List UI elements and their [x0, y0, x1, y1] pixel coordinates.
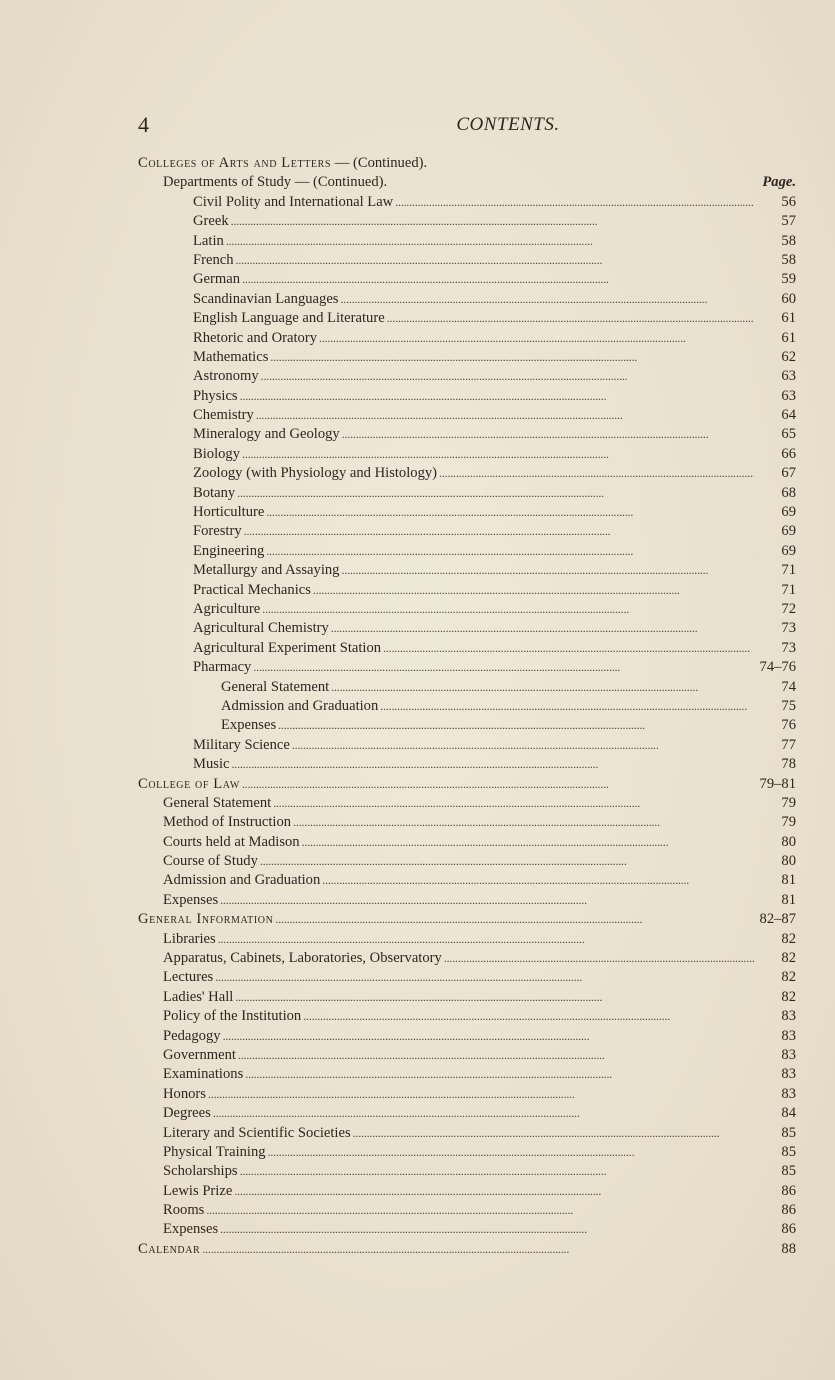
toc-entry-page: 82 — [781, 988, 796, 1005]
toc-entry-label: German — [193, 271, 241, 288]
dot-leader — [292, 736, 754, 755]
dot-leader — [220, 891, 754, 910]
toc-entry[interactable] — [138, 425, 796, 444]
dot-leader — [213, 1104, 754, 1123]
dot-leader — [322, 871, 754, 890]
toc-entry-label: Libraries — [163, 930, 216, 947]
dot-leader — [223, 1027, 754, 1046]
toc-entry-label: Expenses — [163, 1221, 219, 1238]
toc-entry-label: Botany — [193, 484, 236, 501]
toc-entry-label: Astronomy — [193, 368, 259, 385]
toc-entry-label: Expenses — [221, 717, 277, 734]
toc-entry-label: Scandinavian Languages — [193, 290, 339, 307]
toc-entry-label: Greek — [193, 213, 229, 230]
toc-entry[interactable] — [138, 270, 796, 289]
toc-entry-page: 74 — [781, 678, 796, 695]
toc-entry[interactable] — [138, 1124, 796, 1143]
toc-entry[interactable] — [138, 1007, 796, 1026]
toc-entry-page: 57 — [781, 213, 796, 230]
dot-leader — [341, 561, 754, 580]
toc-entry[interactable] — [138, 658, 796, 677]
page-column-heading: Page. — [762, 174, 796, 191]
toc-entry-label: Zoology (with Physiology and Histology) — [193, 465, 438, 482]
dot-leader — [444, 949, 754, 968]
toc-entry[interactable] — [138, 484, 796, 503]
toc-entry-label: Apparatus, Cabinets, Laboratories, Observatory — [163, 950, 442, 967]
toc-entry-page: 56 — [781, 193, 796, 210]
dot-leader — [242, 445, 754, 464]
toc-entry[interactable] — [138, 406, 796, 425]
toc-entry[interactable] — [138, 542, 796, 561]
dot-leader — [240, 387, 754, 406]
toc-entry[interactable] — [138, 619, 796, 638]
toc-entry-label: General Statement — [163, 794, 272, 811]
dot-leader — [202, 1240, 754, 1259]
dot-leader — [234, 1182, 754, 1201]
toc-entry-label: Chemistry — [193, 407, 254, 424]
toc-entry[interactable] — [138, 1143, 796, 1162]
toc-entry[interactable] — [138, 212, 796, 231]
toc-entry-page: 82 — [781, 930, 796, 947]
dot-leader — [245, 1065, 754, 1084]
toc-entry-page: 73 — [781, 639, 796, 656]
dot-leader — [231, 212, 754, 231]
dot-leader — [340, 290, 754, 309]
dot-leader — [331, 678, 754, 697]
toc-entry-page: 59 — [781, 271, 796, 288]
toc-entry[interactable] — [138, 1027, 796, 1046]
dot-leader — [302, 833, 754, 852]
toc-entry-label: Policy of the Institution — [163, 1008, 302, 1025]
toc-entry[interactable] — [138, 348, 796, 367]
dot-leader — [319, 329, 754, 348]
toc-entry-label: Engineering — [193, 542, 265, 559]
toc-entry-page: 76 — [781, 717, 796, 734]
page-header — [138, 110, 798, 140]
dot-leader — [240, 1162, 754, 1181]
toc-entry[interactable] — [138, 1182, 796, 1201]
toc-entry[interactable] — [138, 522, 796, 541]
subsection-heading-label: Departments of Study — (Continued). — [163, 174, 388, 191]
toc-entry[interactable] — [138, 1065, 796, 1084]
dot-leader — [303, 1007, 754, 1026]
toc-entry-page: 63 — [781, 387, 796, 404]
subsection-heading-departments — [138, 173, 796, 192]
toc-entry[interactable] — [138, 1085, 796, 1104]
toc-entry-page: 83 — [781, 1027, 796, 1044]
dot-leader — [439, 464, 754, 483]
toc-entry-label: Mathematics — [193, 348, 269, 365]
section-heading-label: Colleges of Arts and Letters — [138, 155, 332, 171]
toc-entry-label: Agriculture — [193, 600, 261, 617]
toc-entry-page: 68 — [781, 484, 796, 501]
dot-leader — [237, 484, 754, 503]
toc-entry-page: 60 — [781, 290, 796, 307]
toc-entry-page: 82 — [781, 969, 796, 986]
toc-entry-label: Pedagogy — [163, 1027, 221, 1044]
dot-leader — [231, 755, 754, 774]
toc-entry-page: 72 — [781, 600, 796, 617]
toc-entry-label: Biology — [193, 445, 241, 462]
toc-entry[interactable] — [138, 387, 796, 406]
toc-entry-label: Ladies' Hall — [163, 988, 234, 1005]
toc-entry-page: 75 — [781, 697, 796, 714]
toc-entry-label: Lectures — [163, 969, 214, 986]
toc-entry-page: 79–81 — [759, 775, 796, 792]
toc-entry-page: 77 — [781, 736, 796, 753]
dot-leader — [270, 348, 754, 367]
section-heading-arts-letters — [138, 154, 796, 173]
dot-leader — [256, 406, 754, 425]
toc-entry-page: 80 — [781, 833, 796, 850]
toc-entry[interactable] — [138, 1104, 796, 1123]
toc-entry-page: 69 — [781, 542, 796, 559]
dot-leader — [387, 309, 754, 328]
toc-entry[interactable] — [138, 852, 796, 871]
table-of-contents — [138, 154, 796, 1259]
pharmacy-subentries — [138, 678, 796, 736]
toc-entry[interactable] — [138, 600, 796, 619]
toc-entry-label: Rhetoric and Oratory — [193, 329, 318, 346]
toc-entry-page: 85 — [781, 1124, 796, 1141]
dot-leader — [268, 1143, 754, 1162]
toc-entry[interactable] — [138, 1220, 796, 1239]
dot-leader — [278, 716, 754, 735]
toc-entry[interactable] — [138, 716, 796, 735]
toc-entry[interactable] — [138, 871, 796, 890]
dot-leader — [242, 775, 754, 794]
toc-entry[interactable] — [138, 290, 796, 309]
toc-entry-calendar[interactable] — [138, 1240, 796, 1259]
toc-entry-label: Calendar — [138, 1240, 201, 1257]
toc-entry[interactable] — [138, 1046, 796, 1065]
toc-entry-page: 61 — [781, 310, 796, 327]
toc-entry[interactable] — [138, 755, 796, 774]
toc-entry[interactable] — [138, 503, 796, 522]
toc-entry-page: 86 — [781, 1202, 796, 1219]
toc-entry[interactable] — [138, 1201, 796, 1220]
toc-entry-page: 62 — [781, 348, 796, 365]
toc-entry-label: Rooms — [163, 1202, 205, 1219]
toc-entry-page: 83 — [781, 1066, 796, 1083]
toc-entry-page: 81 — [781, 891, 796, 908]
dot-leader — [380, 697, 754, 716]
toc-entry-label: Admission and Graduation — [221, 697, 379, 714]
toc-entry-label: General Information — [138, 911, 274, 928]
dot-leader — [208, 1085, 754, 1104]
toc-entry-page: 79 — [781, 794, 796, 811]
toc-entry-label: Practical Mechanics — [193, 581, 311, 598]
dot-leader — [313, 581, 754, 600]
toc-entry-label: Scholarships — [163, 1163, 238, 1180]
dot-leader — [244, 522, 754, 541]
toc-entry-label: Agricultural Chemistry — [193, 620, 329, 637]
toc-entry-label: Latin — [193, 232, 224, 249]
toc-entry[interactable] — [138, 1162, 796, 1181]
toc-entry-label: Honors — [163, 1085, 206, 1102]
toc-entry-label: Government — [163, 1046, 236, 1063]
toc-entry-page: 58 — [781, 251, 796, 268]
dot-leader — [260, 852, 754, 871]
toc-entry[interactable] — [138, 232, 796, 251]
toc-entry[interactable] — [138, 251, 796, 270]
toc-entry-general-information[interactable] — [138, 910, 796, 929]
toc-entry-page: 63 — [781, 368, 796, 385]
toc-entry[interactable] — [138, 193, 796, 212]
toc-entry[interactable] — [138, 309, 796, 328]
toc-entry[interactable] — [138, 988, 796, 1007]
dot-leader — [293, 813, 754, 832]
toc-entry[interactable] — [138, 891, 796, 910]
toc-entry[interactable] — [138, 833, 796, 852]
toc-entry-page: 83 — [781, 1046, 796, 1063]
toc-entry-page: 84 — [781, 1105, 796, 1122]
toc-entry-page: 79 — [781, 814, 796, 831]
toc-entry-label: Agricultural Experiment Station — [193, 639, 382, 656]
toc-entry-label: Music — [193, 756, 230, 773]
toc-entry-label: Physical Training — [163, 1143, 266, 1160]
toc-entry-page: 67 — [781, 465, 796, 482]
dot-leader — [206, 1201, 754, 1220]
page-number: 4 — [138, 112, 149, 137]
toc-entry-college-of-law[interactable] — [138, 775, 796, 794]
general-information-list — [138, 930, 796, 1240]
toc-entry-label: Course of Study — [163, 853, 258, 870]
toc-entry-page: 65 — [781, 426, 796, 443]
toc-entry-label: Examinations — [163, 1066, 244, 1083]
toc-entry-label: Metallurgy and Assaying — [193, 562, 340, 579]
toc-entry[interactable] — [138, 445, 796, 464]
dot-leader — [226, 232, 754, 251]
toc-entry-page: 61 — [781, 329, 796, 346]
departments-list — [138, 193, 796, 678]
dot-leader — [218, 930, 754, 949]
toc-entry-label: Admission and Graduation — [163, 872, 321, 889]
toc-entry-label: Pharmacy — [193, 659, 252, 676]
toc-entry-page: 85 — [781, 1143, 796, 1160]
toc-entry[interactable] — [138, 930, 796, 949]
dot-leader — [331, 619, 754, 638]
toc-entry-page: 71 — [781, 562, 796, 579]
dot-leader — [215, 968, 754, 987]
toc-entry[interactable] — [138, 329, 796, 348]
toc-entry-page: 69 — [781, 504, 796, 521]
toc-entry[interactable] — [138, 794, 796, 813]
toc-entry[interactable] — [138, 968, 796, 987]
toc-entry-page: 74–76 — [759, 659, 796, 676]
toc-entry-label: College of Law — [138, 775, 240, 792]
running-head: CONTENTS. — [456, 114, 560, 135]
toc-entry[interactable] — [138, 464, 796, 483]
departments-tail-list — [138, 736, 796, 775]
toc-entry-page: 73 — [781, 620, 796, 637]
dot-leader — [220, 1220, 754, 1239]
toc-entry-page: 66 — [781, 445, 796, 462]
toc-entry-label: Mineralogy and Geology — [193, 426, 340, 443]
toc-entry-page: 83 — [781, 1085, 796, 1102]
toc-entry[interactable] — [138, 367, 796, 386]
dot-leader — [262, 600, 754, 619]
dot-leader — [236, 251, 754, 270]
dot-leader — [235, 988, 754, 1007]
dot-leader — [266, 503, 754, 522]
toc-entry-label: Military Science — [193, 736, 290, 753]
dot-leader — [353, 1124, 754, 1143]
toc-entry-page: 69 — [781, 523, 796, 540]
toc-entry-label: Lewis Prize — [163, 1182, 233, 1199]
law-list — [138, 794, 796, 910]
toc-entry-label: General Statement — [221, 678, 330, 695]
toc-entry-label: Civil Polity and International Law — [193, 193, 394, 210]
toc-entry-label: Expenses — [163, 891, 219, 908]
toc-entry-page: 82–87 — [759, 911, 796, 928]
toc-entry-label: Horticulture — [193, 504, 265, 521]
dot-leader — [275, 910, 754, 929]
toc-entry[interactable] — [138, 949, 796, 968]
toc-entry-page: 81 — [781, 872, 796, 889]
toc-entry-page: 58 — [781, 232, 796, 249]
toc-entry[interactable] — [138, 561, 796, 580]
toc-entry-page: 71 — [781, 581, 796, 598]
toc-entry[interactable] — [138, 581, 796, 600]
toc-entry-label: Method of Instruction — [163, 814, 292, 831]
dot-leader — [261, 367, 754, 386]
toc-entry-page: 80 — [781, 853, 796, 870]
toc-entry-label: French — [193, 251, 234, 268]
toc-entry-page: 86 — [781, 1182, 796, 1199]
toc-entry-label: Forestry — [193, 523, 242, 540]
dot-leader — [383, 639, 754, 658]
toc-entry[interactable] — [138, 813, 796, 832]
toc-entry-page: 78 — [781, 756, 796, 773]
dot-leader — [253, 658, 754, 677]
section-heading-suffix: — (Continued). — [331, 155, 428, 171]
toc-entry-label: Courts held at Madison — [163, 833, 300, 850]
toc-entry-page: 85 — [781, 1163, 796, 1180]
dot-leader — [238, 1046, 754, 1065]
toc-entry-label: Literary and Scientific Societies — [163, 1124, 351, 1141]
toc-entry-page: 64 — [781, 407, 796, 424]
toc-entry-label: Physics — [193, 387, 238, 404]
dot-leader — [395, 193, 754, 212]
toc-entry[interactable] — [138, 639, 796, 658]
toc-entry[interactable] — [138, 678, 796, 697]
toc-entry-label: English Language and Literature — [193, 310, 385, 327]
dot-leader — [273, 794, 754, 813]
toc-entry[interactable] — [138, 697, 796, 716]
toc-entry-page: 82 — [781, 950, 796, 967]
dot-leader — [266, 542, 754, 561]
toc-entry-page: 88 — [781, 1240, 796, 1257]
toc-entry-label: Degrees — [163, 1105, 211, 1122]
toc-entry-page: 83 — [781, 1008, 796, 1025]
toc-entry-page: 86 — [781, 1221, 796, 1238]
toc-entry[interactable] — [138, 736, 796, 755]
dot-leader — [342, 425, 754, 444]
dot-leader — [242, 270, 754, 289]
